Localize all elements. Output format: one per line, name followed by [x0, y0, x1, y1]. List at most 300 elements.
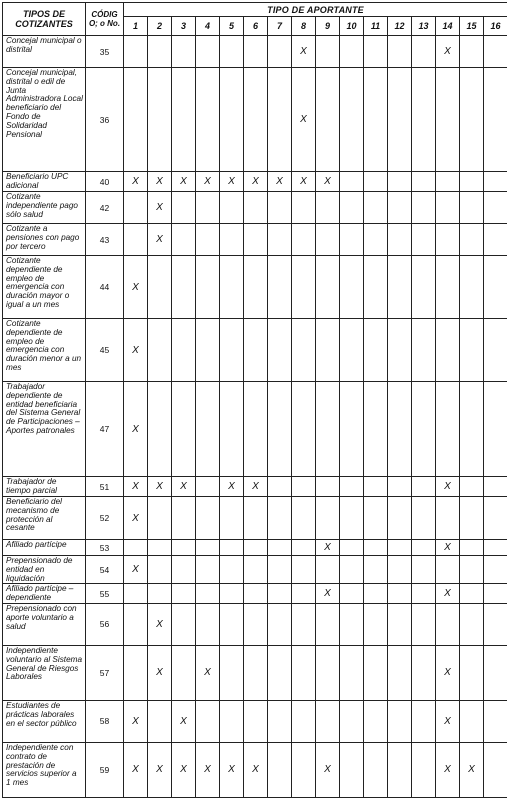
- aportante-mark: X: [172, 742, 196, 797]
- aportante-cell: [364, 382, 388, 477]
- aportante-cell: [364, 556, 388, 584]
- aportante-cell: [412, 556, 436, 584]
- header-column-8: 8: [292, 17, 316, 36]
- aportante-cell: [292, 382, 316, 477]
- aportante-cell: [316, 645, 340, 700]
- aportante-cell: [292, 556, 316, 584]
- aportante-cell: [436, 556, 460, 584]
- aportante-cell: [292, 192, 316, 224]
- aportante-mark: X: [196, 742, 220, 797]
- cotizante-type-label: Cotizante independiente pago sólo salud: [3, 192, 86, 224]
- aportante-cell: [484, 36, 507, 68]
- aportante-cell: [292, 256, 316, 319]
- aportante-cell: [196, 603, 220, 645]
- header-column-10: 10: [340, 17, 364, 36]
- table-row: [3, 319, 507, 382]
- aportante-cell: [436, 603, 460, 645]
- cotizante-code: 59: [86, 742, 124, 797]
- aportante-cell: [484, 192, 507, 224]
- aportante-cell: [172, 256, 196, 319]
- aportante-cell: [484, 477, 507, 497]
- aportante-mark: X: [220, 172, 244, 192]
- aportante-cell: [412, 603, 436, 645]
- aportante-mark: X: [172, 700, 196, 742]
- aportante-cell: [484, 172, 507, 192]
- aportante-mark: X: [436, 540, 460, 556]
- aportante-cell: [244, 645, 268, 700]
- aportante-cell: [148, 68, 172, 172]
- table-row: [3, 192, 507, 224]
- header-column-6: 6: [244, 17, 268, 36]
- aportante-cell: [388, 477, 412, 497]
- table-row: [3, 645, 507, 700]
- header-column-11: 11: [364, 17, 388, 36]
- aportante-cell: [388, 172, 412, 192]
- aportante-cell: [148, 584, 172, 604]
- header-tipos-de-cotizantes: TIPOS DE COTIZANTES: [3, 3, 86, 36]
- aportante-cell: [196, 497, 220, 540]
- aportante-cell: [268, 700, 292, 742]
- aportante-cell: [460, 382, 484, 477]
- aportante-cell: [484, 645, 507, 700]
- aportante-cell: [364, 319, 388, 382]
- cotizante-code: 58: [86, 700, 124, 742]
- aportante-mark: X: [172, 172, 196, 192]
- aportante-cell: [292, 645, 316, 700]
- cotizante-code: 51: [86, 477, 124, 497]
- aportante-cell: [436, 192, 460, 224]
- table-row: [3, 584, 507, 604]
- aportante-cell: [148, 319, 172, 382]
- header-column-1: 1: [124, 17, 148, 36]
- cotizante-code: 36: [86, 68, 124, 172]
- aportante-cell: [484, 603, 507, 645]
- aportante-cell: [412, 477, 436, 497]
- aportante-cell: [268, 192, 292, 224]
- aportante-mark: X: [124, 256, 148, 319]
- aportante-cell: [388, 192, 412, 224]
- aportante-cell: [148, 382, 172, 477]
- aportante-cell: [436, 224, 460, 256]
- aportante-cell: [220, 192, 244, 224]
- aportante-cell: [412, 192, 436, 224]
- aportante-cell: [340, 256, 364, 319]
- aportante-mark: X: [172, 477, 196, 497]
- aportante-mark: X: [316, 540, 340, 556]
- cotizante-type-label: Trabajador de tiempo parcial: [3, 477, 86, 497]
- aportante-cell: [316, 68, 340, 172]
- aportante-cell: [268, 319, 292, 382]
- aportante-cell: [340, 477, 364, 497]
- aportante-cell: [292, 584, 316, 604]
- aportante-cell: [196, 700, 220, 742]
- aportante-cell: [364, 172, 388, 192]
- cotizante-type-label: Afiliado partícipe – dependiente: [3, 584, 86, 604]
- cotizante-type-label: Estudiantes de prácticas laborales en el sector público: [3, 700, 86, 742]
- cotizante-code: 44: [86, 256, 124, 319]
- aportante-mark: X: [244, 477, 268, 497]
- aportante-cell: [412, 319, 436, 382]
- aportante-cell: [124, 192, 148, 224]
- aportante-mark: X: [148, 603, 172, 645]
- cotizante-type-label: Cotizante a pensiones con pago por tercero: [3, 224, 86, 256]
- aportante-cell: [196, 192, 220, 224]
- aportante-cell: [364, 256, 388, 319]
- aportante-cell: [220, 319, 244, 382]
- aportante-mark: X: [460, 742, 484, 797]
- aportante-cell: [388, 700, 412, 742]
- aportante-cell: [148, 700, 172, 742]
- aportante-cell: [124, 603, 148, 645]
- aportante-cell: [316, 556, 340, 584]
- aportante-cell: [364, 224, 388, 256]
- aportante-cell: [172, 497, 196, 540]
- aportante-mark: X: [268, 172, 292, 192]
- aportante-cell: [364, 584, 388, 604]
- header-column-15: 15: [460, 17, 484, 36]
- aportante-cell: [196, 556, 220, 584]
- aportante-cell: [316, 477, 340, 497]
- cotizante-type-label: Cotizante dependiente de empleo de emergencia con duración mayor o igual a un mes: [3, 256, 86, 319]
- aportante-cell: [484, 224, 507, 256]
- aportante-cell: [268, 382, 292, 477]
- aportante-mark: X: [148, 645, 172, 700]
- aportante-cell: [196, 382, 220, 477]
- aportante-cell: [364, 742, 388, 797]
- aportante-cell: [124, 36, 148, 68]
- table-row: [3, 700, 507, 742]
- aportante-cell: [148, 556, 172, 584]
- aportante-cell: [436, 172, 460, 192]
- cotizante-code: 55: [86, 584, 124, 604]
- aportante-cell: [292, 603, 316, 645]
- aportante-mark: X: [436, 477, 460, 497]
- cotizante-code: 42: [86, 192, 124, 224]
- aportante-mark: X: [196, 645, 220, 700]
- table-row: [3, 497, 507, 540]
- header-column-3: 3: [172, 17, 196, 36]
- aportante-cell: [388, 603, 412, 645]
- aportante-mark: X: [148, 477, 172, 497]
- cotizante-code: 56: [86, 603, 124, 645]
- aportante-cell: [340, 319, 364, 382]
- aportante-cell: [460, 540, 484, 556]
- aportante-cell: [340, 192, 364, 224]
- aportante-mark: X: [124, 742, 148, 797]
- aportante-cell: [340, 224, 364, 256]
- aportante-cell: [388, 584, 412, 604]
- aportante-cell: [388, 556, 412, 584]
- aportante-cell: [484, 540, 507, 556]
- aportante-cell: [388, 645, 412, 700]
- aportante-cell: [148, 497, 172, 540]
- aportante-cell: [244, 224, 268, 256]
- aportante-cell: [412, 645, 436, 700]
- header-column-7: 7: [268, 17, 292, 36]
- aportante-cell: [196, 584, 220, 604]
- aportante-cell: [196, 477, 220, 497]
- aportante-cell: [364, 68, 388, 172]
- cotizante-type-label: Afiliado partícipe: [3, 540, 86, 556]
- header-column-5: 5: [220, 17, 244, 36]
- aportante-mark: X: [148, 224, 172, 256]
- aportante-cell: [412, 36, 436, 68]
- aportante-cell: [220, 497, 244, 540]
- aportante-cell: [268, 742, 292, 797]
- aportante-cell: [244, 540, 268, 556]
- aportante-mark: X: [292, 68, 316, 172]
- aportante-cell: [460, 192, 484, 224]
- cotizante-type-label: Cotizante dependiente de empleo de emergencia con duración menor a un mes: [3, 319, 86, 382]
- cotizante-code: 47: [86, 382, 124, 477]
- aportante-mark: X: [124, 497, 148, 540]
- header-column-14: 14: [436, 17, 460, 36]
- cotizante-code: 35: [86, 36, 124, 68]
- aportante-cell: [220, 700, 244, 742]
- aportante-cell: [460, 700, 484, 742]
- aportante-cell: [412, 68, 436, 172]
- aportante-mark: X: [220, 742, 244, 797]
- aportante-cell: [364, 497, 388, 540]
- aportante-cell: [316, 700, 340, 742]
- aportante-cell: [364, 477, 388, 497]
- aportante-cell: [172, 36, 196, 68]
- aportante-cell: [244, 256, 268, 319]
- aportante-cell: [172, 645, 196, 700]
- aportante-cell: [340, 603, 364, 645]
- aportante-cell: [364, 603, 388, 645]
- aportante-mark: X: [436, 645, 460, 700]
- aportante-mark: X: [244, 172, 268, 192]
- aportante-mark: X: [244, 742, 268, 797]
- aportante-cell: [292, 700, 316, 742]
- aportante-cell: [172, 68, 196, 172]
- aportante-cell: [340, 584, 364, 604]
- aportante-cell: [220, 68, 244, 172]
- aportante-cell: [340, 382, 364, 477]
- aportante-cell: [244, 319, 268, 382]
- cotizante-type-label: Beneficiario del mecanismo de protección al cesante: [3, 497, 86, 540]
- aportante-cell: [460, 224, 484, 256]
- aportante-cell: [460, 645, 484, 700]
- header-column-13: 13: [412, 17, 436, 36]
- aportante-cell: [412, 700, 436, 742]
- aportante-mark: X: [124, 477, 148, 497]
- aportante-cell: [364, 540, 388, 556]
- aportante-cell: [388, 256, 412, 319]
- aportante-cell: [244, 584, 268, 604]
- aportante-mark: X: [436, 742, 460, 797]
- aportante-cell: [172, 556, 196, 584]
- aportante-cell: [148, 540, 172, 556]
- aportante-cell: [244, 68, 268, 172]
- aportante-cell: [388, 319, 412, 382]
- cotizante-type-label: Concejal municipal o distrital: [3, 36, 86, 68]
- aportante-cell: [292, 497, 316, 540]
- aportante-mark: X: [316, 742, 340, 797]
- aportante-cell: [340, 645, 364, 700]
- aportante-cell: [340, 742, 364, 797]
- header-codigo: CÓDIG O; o No.: [86, 3, 124, 36]
- aportante-mark: X: [196, 172, 220, 192]
- header-column-9: 9: [316, 17, 340, 36]
- cotizantes-aportantes-table: [2, 2, 507, 798]
- aportante-cell: [268, 584, 292, 604]
- aportante-cell: [388, 540, 412, 556]
- aportante-cell: [412, 497, 436, 540]
- aportante-cell: [172, 224, 196, 256]
- aportante-cell: [220, 382, 244, 477]
- aportante-cell: [196, 319, 220, 382]
- cotizante-code: 45: [86, 319, 124, 382]
- aportante-cell: [316, 36, 340, 68]
- table-row: [3, 256, 507, 319]
- aportante-cell: [340, 700, 364, 742]
- aportante-cell: [172, 540, 196, 556]
- table-row: [3, 224, 507, 256]
- aportante-cell: [244, 192, 268, 224]
- aportante-cell: [172, 319, 196, 382]
- aportante-cell: [484, 497, 507, 540]
- aportante-cell: [244, 497, 268, 540]
- aportante-mark: X: [316, 584, 340, 604]
- cotizante-type-label: Concejal municipal, distrital o edil de Junta Administradora Local beneficiario del Fondo de Solidaridad Pensional: [3, 68, 86, 172]
- cotizante-type-label: Trabajador dependiente de entidad beneficiaria del Sistema General de Participaciones – Aportes patronales: [3, 382, 86, 477]
- table-row: [3, 742, 507, 797]
- aportante-cell: [484, 68, 507, 172]
- aportante-cell: [316, 192, 340, 224]
- aportante-cell: [196, 68, 220, 172]
- aportante-cell: [412, 224, 436, 256]
- aportante-mark: X: [220, 477, 244, 497]
- aportante-mark: X: [148, 742, 172, 797]
- aportante-cell: [412, 742, 436, 797]
- aportante-cell: [244, 382, 268, 477]
- aportante-cell: [316, 224, 340, 256]
- aportante-cell: [124, 645, 148, 700]
- aportante-cell: [412, 172, 436, 192]
- aportante-cell: [268, 556, 292, 584]
- aportante-cell: [292, 319, 316, 382]
- aportante-cell: [460, 319, 484, 382]
- aportante-mark: X: [292, 172, 316, 192]
- aportante-cell: [340, 556, 364, 584]
- aportante-mark: X: [124, 319, 148, 382]
- aportante-cell: [460, 584, 484, 604]
- aportante-cell: [412, 584, 436, 604]
- aportante-cell: [268, 68, 292, 172]
- cotizante-type-label: Prepensionado con aporte voluntario a salud: [3, 603, 86, 645]
- aportante-cell: [124, 224, 148, 256]
- aportante-cell: [316, 603, 340, 645]
- aportante-cell: [220, 556, 244, 584]
- aportante-mark: X: [148, 172, 172, 192]
- aportante-cell: [244, 700, 268, 742]
- cotizante-code: 40: [86, 172, 124, 192]
- aportante-cell: [196, 224, 220, 256]
- aportante-cell: [388, 36, 412, 68]
- table-row: [3, 68, 507, 172]
- aportante-cell: [412, 540, 436, 556]
- aportante-cell: [388, 742, 412, 797]
- table-row: [3, 36, 507, 68]
- cotizante-type-label: Beneficiario UPC adicional: [3, 172, 86, 192]
- aportante-cell: [340, 36, 364, 68]
- aportante-cell: [484, 556, 507, 584]
- table-row: [3, 172, 507, 192]
- aportante-cell: [340, 540, 364, 556]
- table-row: [3, 603, 507, 645]
- aportante-cell: [436, 382, 460, 477]
- cotizante-code: 54: [86, 556, 124, 584]
- aportante-cell: [460, 603, 484, 645]
- aportante-cell: [460, 36, 484, 68]
- aportante-cell: [316, 382, 340, 477]
- aportante-cell: [196, 256, 220, 319]
- aportante-cell: [268, 477, 292, 497]
- aportante-cell: [220, 36, 244, 68]
- aportante-cell: [268, 36, 292, 68]
- aportante-cell: [460, 556, 484, 584]
- aportante-cell: [364, 645, 388, 700]
- aportante-cell: [172, 603, 196, 645]
- aportante-cell: [436, 319, 460, 382]
- aportante-cell: [268, 224, 292, 256]
- aportante-cell: [460, 256, 484, 319]
- aportante-table-sheet: [2, 2, 507, 798]
- aportante-cell: [484, 700, 507, 742]
- table-row: [3, 556, 507, 584]
- aportante-cell: [148, 256, 172, 319]
- aportante-cell: [340, 497, 364, 540]
- aportante-cell: [220, 540, 244, 556]
- cotizante-code: 43: [86, 224, 124, 256]
- header-column-12: 12: [388, 17, 412, 36]
- aportante-mark: X: [148, 192, 172, 224]
- aportante-cell: [292, 224, 316, 256]
- aportante-cell: [172, 584, 196, 604]
- aportante-cell: [484, 319, 507, 382]
- aportante-cell: [220, 603, 244, 645]
- aportante-cell: [316, 256, 340, 319]
- aportante-cell: [436, 68, 460, 172]
- aportante-mark: X: [124, 382, 148, 477]
- aportante-cell: [484, 382, 507, 477]
- aportante-cell: [436, 497, 460, 540]
- aportante-cell: [172, 192, 196, 224]
- aportante-cell: [484, 742, 507, 797]
- aportante-cell: [268, 497, 292, 540]
- aportante-mark: X: [124, 556, 148, 584]
- table-row: [3, 477, 507, 497]
- aportante-cell: [244, 556, 268, 584]
- table-body: [3, 36, 507, 798]
- aportante-cell: [364, 192, 388, 224]
- aportante-cell: [388, 224, 412, 256]
- aportante-cell: [292, 477, 316, 497]
- aportante-cell: [364, 700, 388, 742]
- aportante-cell: [220, 584, 244, 604]
- aportante-mark: X: [124, 172, 148, 192]
- aportante-cell: [460, 172, 484, 192]
- aportante-cell: [124, 584, 148, 604]
- table-row: [3, 540, 507, 556]
- aportante-mark: X: [292, 36, 316, 68]
- header-column-4: 4: [196, 17, 220, 36]
- aportante-mark: X: [316, 172, 340, 192]
- cotizante-type-label: Prepensionado de entidad en liquidación: [3, 556, 86, 584]
- aportante-cell: [292, 742, 316, 797]
